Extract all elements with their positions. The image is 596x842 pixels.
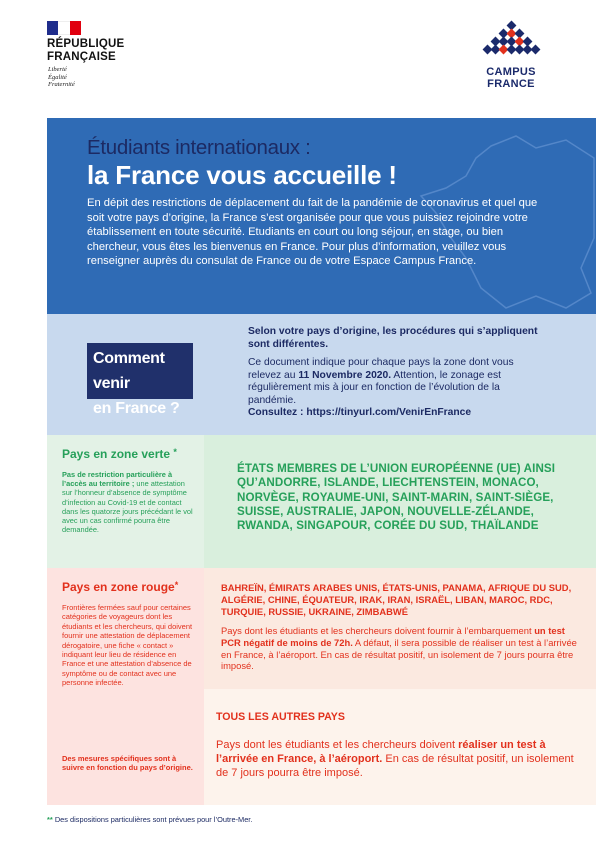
hero-intro-text: En dépit des restrictions de déplacement du fait de la pandémie de coronavirus et quel que soit votre pays d’origine, la France s’est organisée pour que vous puissiez rejoindre votre établissement en toute sécurité. Etudiants en court ou long séjour, en stage, ou bien chercheur, vous êtes les bienvenus en France. Pour plus d’information, veuillez vous renseigner auprès du consulat de France ou de votre Espace Campus France. [87, 197, 538, 267]
other-countries-text [216, 738, 576, 781]
hero-subtitle: Étudiants internationaux : [87, 136, 311, 159]
red-zone-star: * [174, 580, 179, 590]
footnote-stars: ** [47, 815, 53, 824]
comment-venir-line1: Comment venir [93, 350, 165, 392]
info-heading: Selon votre pays d’origine, les procédures qui s’appliquent sont différentes. [248, 326, 538, 350]
green-zone-countries: ÉTATS MEMBRES DE L’UNION EUROPÉENNE (UE) AINSI QU’ANDORRE, ISLANDE, LIECHTENSTEIN, MONACO, NORVÈGE, ROYAUME-UNI, SAINT-MARIN, SAINT-SIÈGE, SUISSE, AUSTRALIE, JAPON, NOUVELLE-ZÉLANDE, RWANDA, SINGAPOUR, CORÉE DU SUD, THAÏLANDE [237, 462, 556, 533]
info-body-suffix: Attention, le zonage est régulièrement mis à jour en fonction de l’évolution de la pandémie. [248, 369, 502, 406]
footnote [47, 815, 252, 824]
green-zone-star: * [173, 447, 177, 457]
red-zone-req-bold: un test PCR négatif de moins de 72h. [221, 625, 565, 648]
red-zone-title-text: Pays en zone rouge [62, 580, 175, 594]
footnote-text: Des dispositions particulières sont prévues pour l’Outre-Mer. [54, 815, 253, 824]
hero-title: la France vous accueille ! [87, 160, 397, 190]
red-zone-title [62, 580, 178, 594]
green-zone-desc-rest: une attestation sur l’honneur d’absence de symptôme d’infection au Covid-19 et de contact dans les quatorze jours précédant le vol avec un cas confirmé pourra être demandée. [62, 479, 193, 535]
consultez-link[interactable]: Consultez : https://tinyurl.com/VenirEnFrance [248, 407, 472, 418]
other-countries-prefix: Pays dont les étudiants et les chercheurs doivent [216, 739, 459, 751]
green-zone-description [62, 470, 197, 534]
other-countries-title: TOUS LES AUTRES PAYS [216, 711, 345, 723]
green-zone-title [62, 447, 177, 461]
republique-motto: Liberté Égalité Fraternité [48, 66, 75, 88]
comment-venir-line2: en France ? [93, 400, 180, 417]
green-zone-title-text: Pays en zone verte [62, 447, 171, 461]
red-zone-countries: BAHREÏN, ÉMIRATS ARABES UNIS, ÉTATS-UNIS, PANAMA, AFRIQUE DU SUD, ALGÉRIE, CHINE, ÉQUATEUR, IRAK, IRAN, ISRAËL, LIBAN, MAROC, RDC, TURQUIE, RUSSIE, UKRAINE, ZIMBABWÉ [221, 582, 572, 617]
campus-france-logo-icon [478, 20, 544, 64]
red-zone-description: Frontières fermées sauf pour certaines catégories de voyageurs dont les étudiants et les chercheurs, qui doivent fournir une attestation de déplacement dérogatoire, une fiche « contact » indiquant leur lieu de résidence en France et une attestation d’absence de symptôme ou de contact avec une personne infectée. [62, 603, 193, 688]
info-body-date: 11 Novembre 2020. [298, 369, 392, 381]
other-countries-suffix: En cas de résultat positif, un isolement de 7 jours pourra être imposé. [216, 753, 574, 780]
red-zone-note: Des mesures spécifiques sont à suivre en fonction du pays d’origine. [62, 754, 193, 773]
red-zone-req-suffix: A défaut, il sera possible de réaliser un test à l’arrivée en France, à l’aéroport. En cas de résultat positif, un isolement de 7 jours pourra être imposé. [221, 636, 577, 672]
red-zone-requirements [221, 625, 581, 672]
green-zone-desc-bold: Pas de restriction particulière à l’accès au territoire ; [62, 470, 173, 489]
info-body [248, 357, 548, 407]
comment-venir-box [87, 343, 193, 417]
french-flag-logo [47, 21, 81, 35]
campus-france-name: CAMPUS FRANCE [486, 66, 536, 90]
republique-francaise-name: RÉPUBLIQUE FRANÇAISE [47, 38, 125, 63]
other-countries-bold: réaliser un test à l’arrivée en France, à l’aéroport. [216, 739, 546, 766]
red-zone-req-prefix: Pays dont les étudiants et les chercheurs doivent fournir à l’embarquement [221, 625, 535, 636]
info-body-prefix: Ce document indique pour chaque pays la zone dont vous relevez au [248, 357, 514, 381]
